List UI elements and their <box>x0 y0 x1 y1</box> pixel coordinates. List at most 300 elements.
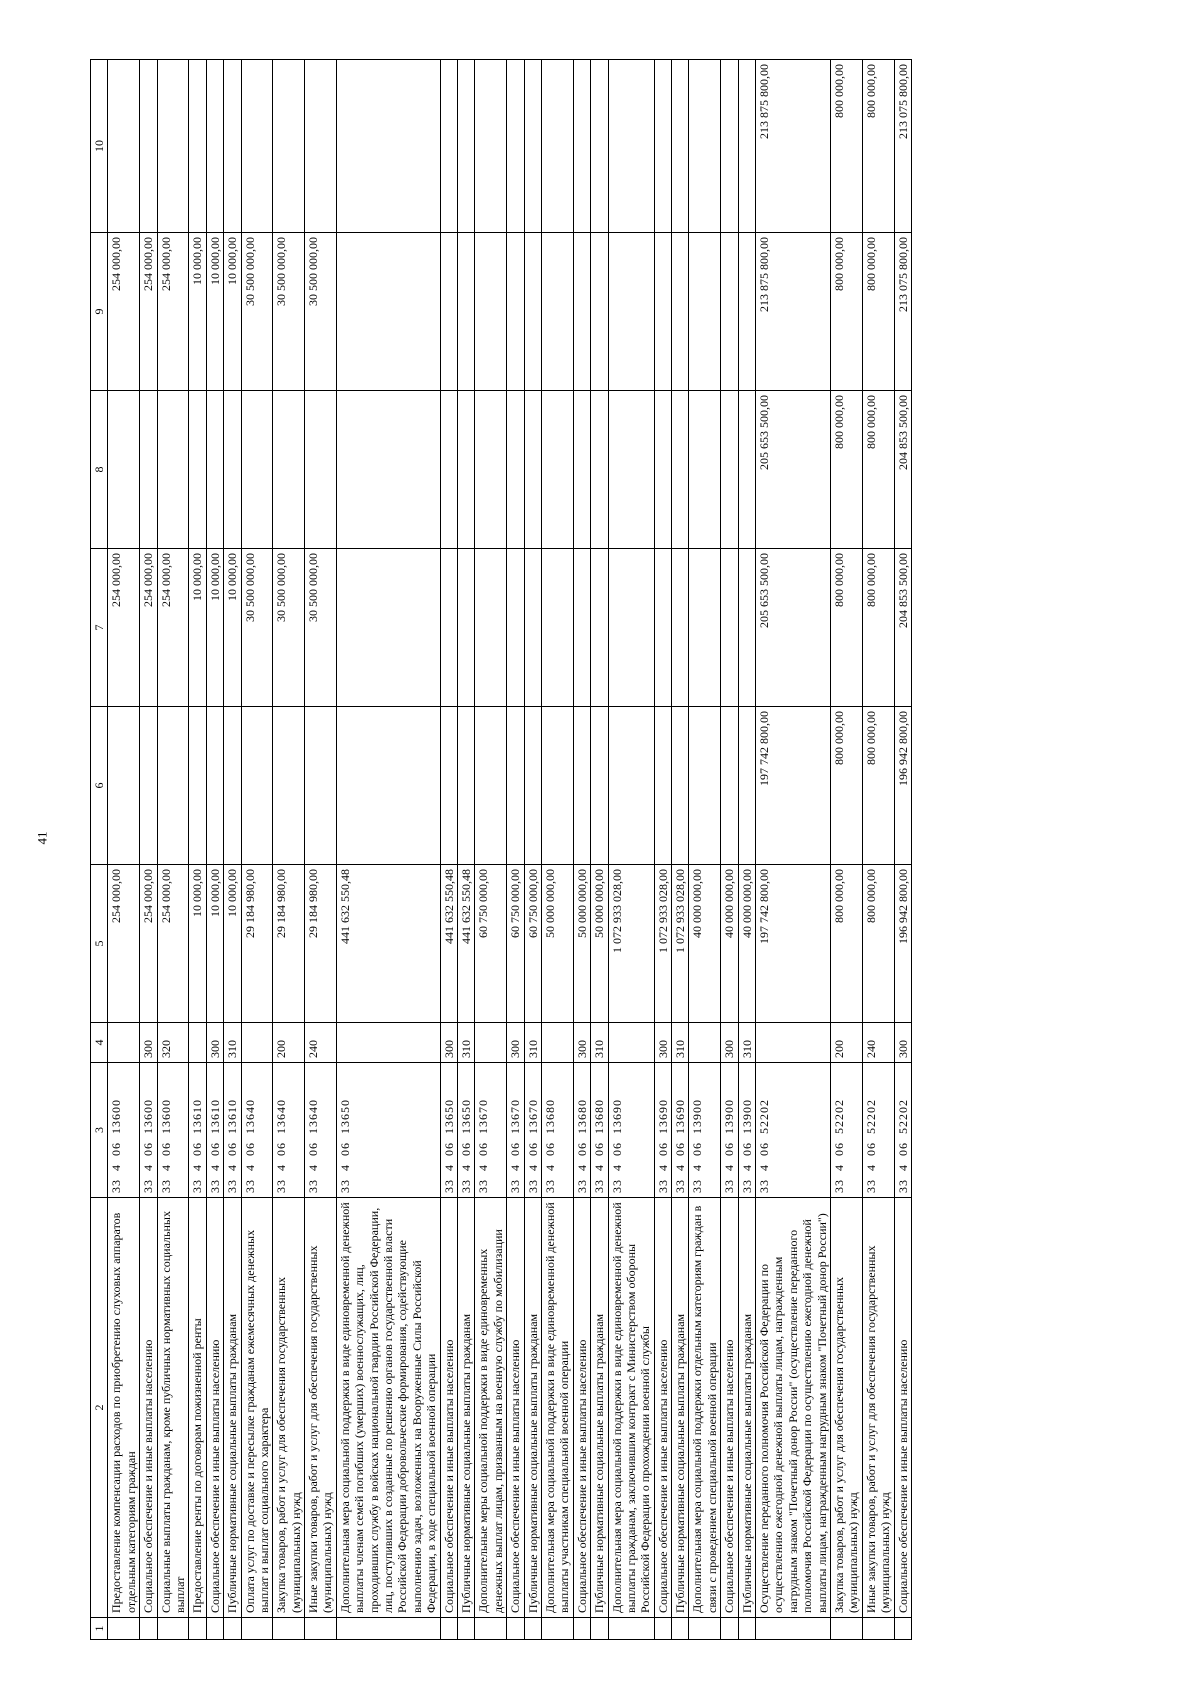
cell-target-code <box>241 1063 273 1198</box>
code-part: 4 <box>525 1164 540 1171</box>
code-part: 06 <box>207 1142 222 1156</box>
code-part: 4 <box>306 1164 321 1171</box>
cell-amount-c9: 10 000,00 <box>189 233 206 391</box>
code-part: 52202 <box>863 1099 878 1134</box>
cell-amount-c9 <box>541 233 573 391</box>
cell-amount-c8 <box>591 391 608 549</box>
cell-amount-c9: 254 000,00 <box>157 233 189 391</box>
cell-amount-c6 <box>241 707 273 865</box>
table-row <box>541 60 573 1640</box>
code-part: 13690 <box>673 1099 688 1134</box>
table-row <box>140 60 157 1640</box>
cell-col1 <box>689 1618 721 1640</box>
cell-amount-c5: 50 000 000,00 <box>541 865 573 1023</box>
cell-col1 <box>241 1618 273 1640</box>
cell-expense-type <box>608 1023 654 1063</box>
cell-amount-c9 <box>672 233 689 391</box>
cell-expense-type: 300 <box>654 1023 671 1063</box>
cell-amount-c6 <box>108 707 140 865</box>
cell-amount-c6 <box>689 707 721 865</box>
budget-sheet <box>90 60 912 1640</box>
cell-amount-c7 <box>440 549 457 707</box>
cell-amount-c7 <box>721 549 738 707</box>
col-header-1: 1 <box>91 1618 108 1640</box>
cell-amount-c6: 197 742 800,00 <box>756 707 831 865</box>
table-row <box>608 60 654 1640</box>
cell-amount-c10 <box>241 60 273 233</box>
cell-target-code <box>591 1063 608 1198</box>
cell-amount-c8: 800 000,00 <box>862 391 894 549</box>
code-part: 06 <box>306 1142 321 1156</box>
col-header-3: 3 <box>91 1063 108 1198</box>
cell-amount-c7: 800 000,00 <box>830 549 862 707</box>
code-part: 06 <box>458 1142 473 1156</box>
cell-amount-c6 <box>273 707 305 865</box>
code-part: 4 <box>508 1164 523 1171</box>
cell-description: Дополнительная мера социальной поддержки в виде единовременной денежной выплаты членам семей погибших (умерших) военнослужащих, лиц, проходивших службу в войсках национальной гвардии Российской Федерации, лиц, поступивших в созданные по решению органов государственной власти Российской Федерации добровольческие формирования, содействующие выполнению задач, возложенных на Вооруженные Силы Российской Федерации, в ходе специальной военной операции <box>336 1198 440 1618</box>
cell-amount-c5: 441 632 550,48 <box>440 865 457 1023</box>
cell-amount-c8 <box>108 391 140 549</box>
code-part: 33 <box>690 1179 705 1193</box>
cell-amount-c5: 196 942 800,00 <box>894 865 911 1023</box>
code-part: 06 <box>673 1142 688 1156</box>
code-part: 33 <box>831 1179 846 1193</box>
cell-amount-c6 <box>654 707 671 865</box>
code-part: 13600 <box>109 1099 124 1134</box>
cell-amount-c8 <box>157 391 189 549</box>
code-part: 06 <box>508 1142 523 1156</box>
cell-amount-c7: 30 500 000,00 <box>273 549 305 707</box>
cell-amount-c10 <box>475 60 507 233</box>
cell-amount-c8: 204 853 500,00 <box>894 391 911 549</box>
cell-description: Публичные нормативные социальные выплаты гражданам <box>457 1198 474 1618</box>
cell-target-code <box>305 1063 337 1198</box>
cell-amount-c8 <box>189 391 206 549</box>
cell-description: Публичные нормативные социальные выплаты гражданам <box>591 1198 608 1618</box>
cell-amount-c7: 30 500 000,00 <box>305 549 337 707</box>
cell-amount-c8: 800 000,00 <box>830 391 862 549</box>
code-part: 13900 <box>722 1099 737 1134</box>
cell-amount-c9 <box>721 233 738 391</box>
code-part: 4 <box>831 1164 846 1171</box>
cell-col1 <box>224 1618 241 1640</box>
cell-description: Предоставление компенсации расходов по приобретению слуховых аппаратов отдельным категориям граждан <box>108 1198 140 1618</box>
code-part: 06 <box>592 1142 607 1156</box>
code-part: 33 <box>274 1179 289 1193</box>
code-part: 13690 <box>609 1099 624 1134</box>
cell-amount-c7: 254 000,00 <box>108 549 140 707</box>
cell-amount-c8 <box>140 391 157 549</box>
cell-amount-c10: 800 000,00 <box>862 60 894 233</box>
cell-amount-c10 <box>305 60 337 233</box>
code-part: 4 <box>690 1164 705 1171</box>
code-part: 4 <box>242 1164 257 1171</box>
cell-col1 <box>457 1618 474 1640</box>
cell-description: Иные закупки товаров, работ и услуг для обеспечения государственных (муниципальных) нужд <box>862 1198 894 1618</box>
cell-amount-c5: 40 000 000,00 <box>689 865 721 1023</box>
cell-target-code <box>224 1063 241 1198</box>
cell-col1 <box>862 1618 894 1640</box>
cell-amount-c5: 60 750 000,00 <box>475 865 507 1023</box>
code-part: 4 <box>109 1164 124 1171</box>
code-part: 13670 <box>476 1099 491 1134</box>
code-part: 06 <box>274 1142 289 1156</box>
cell-amount-c9 <box>608 233 654 391</box>
code-part: 06 <box>739 1142 754 1156</box>
cell-amount-c9 <box>591 233 608 391</box>
code-part: 33 <box>673 1179 688 1193</box>
cell-amount-c9: 30 500 000,00 <box>273 233 305 391</box>
cell-target-code <box>475 1063 507 1198</box>
code-part: 13900 <box>739 1099 754 1134</box>
cell-target-code <box>541 1063 573 1198</box>
cell-expense-type: 310 <box>224 1023 241 1063</box>
code-part: 06 <box>757 1142 772 1156</box>
cell-expense-type: 240 <box>862 1023 894 1063</box>
cell-target-code <box>608 1063 654 1198</box>
cell-amount-c10 <box>273 60 305 233</box>
table-row <box>591 60 608 1640</box>
cell-amount-c9 <box>440 233 457 391</box>
code-part: 13690 <box>655 1099 670 1134</box>
code-part: 33 <box>141 1179 156 1193</box>
cell-amount-c8 <box>608 391 654 549</box>
cell-target-code <box>157 1063 189 1198</box>
code-part: 33 <box>109 1179 124 1193</box>
code-part: 4 <box>158 1164 173 1171</box>
table-row <box>336 60 440 1640</box>
cell-amount-c8 <box>721 391 738 549</box>
code-part: 13600 <box>158 1099 173 1134</box>
cell-description: Оплата услуг по доставке и пересылке гражданам ежемесячных денежных выплат и выплат социального характера <box>241 1198 273 1618</box>
cell-amount-c5: 60 750 000,00 <box>524 865 541 1023</box>
cell-expense-type: 240 <box>305 1023 337 1063</box>
table-row <box>206 60 223 1640</box>
cell-expense-type: 310 <box>524 1023 541 1063</box>
code-part: 33 <box>739 1179 754 1193</box>
cell-amount-c6 <box>305 707 337 865</box>
cell-amount-c5: 800 000,00 <box>862 865 894 1023</box>
cell-amount-c10 <box>524 60 541 233</box>
cell-amount-c8 <box>206 391 223 549</box>
cell-col1 <box>108 1618 140 1640</box>
cell-target-code <box>862 1063 894 1198</box>
cell-amount-c6 <box>140 707 157 865</box>
table-row <box>738 60 755 1640</box>
table-row <box>189 60 206 1640</box>
table-row <box>507 60 524 1640</box>
table-row <box>457 60 474 1640</box>
cell-col1 <box>672 1618 689 1640</box>
cell-col1 <box>140 1618 157 1640</box>
cell-amount-c7 <box>689 549 721 707</box>
code-part: 13610 <box>190 1099 205 1134</box>
table-row <box>440 60 457 1640</box>
code-part: 33 <box>863 1179 878 1193</box>
cell-expense-type: 200 <box>273 1023 305 1063</box>
cell-amount-c9 <box>524 233 541 391</box>
cell-expense-type: 310 <box>672 1023 689 1063</box>
cell-amount-c8 <box>475 391 507 549</box>
code-part: 4 <box>574 1164 589 1171</box>
cell-expense-type: 300 <box>140 1023 157 1063</box>
cell-amount-c10 <box>689 60 721 233</box>
code-part: 4 <box>274 1164 289 1171</box>
table-row <box>157 60 189 1640</box>
cell-expense-type: 320 <box>157 1023 189 1063</box>
cell-amount-c10 <box>457 60 474 233</box>
table-row <box>524 60 541 1640</box>
cell-amount-c9 <box>738 233 755 391</box>
cell-amount-c7 <box>541 549 573 707</box>
cell-col1 <box>591 1618 608 1640</box>
cell-target-code <box>189 1063 206 1198</box>
code-part: 33 <box>242 1179 257 1193</box>
code-part: 13650 <box>441 1099 456 1134</box>
cell-amount-c5: 1 072 933 028,00 <box>654 865 671 1023</box>
cell-amount-c8 <box>524 391 541 549</box>
code-part: 06 <box>476 1142 491 1156</box>
cell-amount-c10 <box>672 60 689 233</box>
col-header-9: 9 <box>91 233 108 391</box>
cell-amount-c9: 213 075 800,00 <box>894 233 911 391</box>
header-row <box>91 60 108 1640</box>
cell-amount-c5: 29 184 980,00 <box>241 865 273 1023</box>
cell-amount-c6 <box>573 707 590 865</box>
cell-expense-type <box>475 1023 507 1063</box>
cell-target-code <box>206 1063 223 1198</box>
cell-expense-type <box>541 1023 573 1063</box>
cell-description: Осуществление переданного полномочия Российской Федерации по осуществлению ежегодной денежной выплаты лицам, награжденным нагрудным знаком "Почетный донор России" (осуществление переданного полномочия Российской Федерации по осуществлению ежегодной денежной выплаты лицам, награжденным нагрудным знаком "Почетный донор России") <box>756 1198 831 1618</box>
cell-amount-c5: 441 632 550,48 <box>457 865 474 1023</box>
cell-target-code <box>721 1063 738 1198</box>
code-part: 06 <box>525 1142 540 1156</box>
code-part: 4 <box>458 1164 473 1171</box>
cell-amount-c10 <box>738 60 755 233</box>
code-part: 33 <box>574 1179 589 1193</box>
cell-amount-c6: 800 000,00 <box>862 707 894 865</box>
table-row <box>475 60 507 1640</box>
cell-amount-c10 <box>721 60 738 233</box>
cell-col1 <box>721 1618 738 1640</box>
code-part: 4 <box>141 1164 156 1171</box>
cell-amount-c7 <box>573 549 590 707</box>
code-part: 4 <box>476 1164 491 1171</box>
cell-amount-c8 <box>654 391 671 549</box>
cell-expense-type <box>241 1023 273 1063</box>
cell-target-code <box>738 1063 755 1198</box>
cell-amount-c7: 254 000,00 <box>157 549 189 707</box>
cell-amount-c8 <box>541 391 573 549</box>
cell-col1 <box>894 1618 911 1640</box>
cell-amount-c5: 254 000,00 <box>108 865 140 1023</box>
cell-amount-c7 <box>524 549 541 707</box>
cell-expense-type: 300 <box>721 1023 738 1063</box>
cell-amount-c8 <box>573 391 590 549</box>
cell-amount-c8 <box>336 391 440 549</box>
cell-col1 <box>830 1618 862 1640</box>
code-part: 4 <box>441 1164 456 1171</box>
cell-amount-c7: 800 000,00 <box>862 549 894 707</box>
cell-amount-c10 <box>157 60 189 233</box>
cell-amount-c5: 60 750 000,00 <box>507 865 524 1023</box>
code-part: 13640 <box>274 1099 289 1134</box>
cell-amount-c8 <box>689 391 721 549</box>
cell-description: Публичные нормативные социальные выплаты гражданам <box>672 1198 689 1618</box>
code-part: 33 <box>158 1179 173 1193</box>
code-part: 13670 <box>508 1099 523 1134</box>
table-row <box>241 60 273 1640</box>
code-part: 4 <box>337 1164 352 1171</box>
code-part: 33 <box>592 1179 607 1193</box>
cell-amount-c8 <box>224 391 241 549</box>
cell-amount-c7 <box>654 549 671 707</box>
code-part: 06 <box>722 1142 737 1156</box>
code-part: 06 <box>895 1142 910 1156</box>
col-header-6: 6 <box>91 707 108 865</box>
table-row <box>689 60 721 1640</box>
cell-expense-type: 300 <box>507 1023 524 1063</box>
cell-amount-c7: 254 000,00 <box>140 549 157 707</box>
cell-amount-c7: 30 500 000,00 <box>241 549 273 707</box>
cell-description: Социальное обеспечение и иные выплаты населению <box>507 1198 524 1618</box>
code-part: 33 <box>722 1179 737 1193</box>
code-part: 33 <box>190 1179 205 1193</box>
cell-amount-c7: 10 000,00 <box>189 549 206 707</box>
cell-amount-c7 <box>608 549 654 707</box>
table-row <box>672 60 689 1640</box>
table-row <box>224 60 241 1640</box>
cell-amount-c6 <box>738 707 755 865</box>
cell-target-code <box>440 1063 457 1198</box>
code-part: 33 <box>441 1179 456 1193</box>
cell-target-code <box>654 1063 671 1198</box>
cell-amount-c5: 197 742 800,00 <box>756 865 831 1023</box>
cell-expense-type: 310 <box>591 1023 608 1063</box>
cell-target-code <box>507 1063 524 1198</box>
cell-amount-c6 <box>336 707 440 865</box>
cell-expense-type <box>108 1023 140 1063</box>
code-part: 06 <box>574 1142 589 1156</box>
cell-col1 <box>336 1618 440 1640</box>
cell-amount-c7: 204 853 500,00 <box>894 549 911 707</box>
cell-expense-type: 310 <box>457 1023 474 1063</box>
cell-col1 <box>524 1618 541 1640</box>
cell-col1 <box>756 1618 831 1640</box>
cell-expense-type <box>189 1023 206 1063</box>
cell-amount-c10 <box>541 60 573 233</box>
cell-col1 <box>573 1618 590 1640</box>
code-part: 06 <box>158 1142 173 1156</box>
cell-amount-c10 <box>140 60 157 233</box>
cell-description: Публичные нормативные социальные выплаты гражданам <box>738 1198 755 1618</box>
code-part: 52202 <box>831 1099 846 1134</box>
code-part: 06 <box>141 1142 156 1156</box>
cell-amount-c5: 40 000 000,00 <box>721 865 738 1023</box>
code-part: 33 <box>337 1179 352 1193</box>
cell-target-code <box>336 1063 440 1198</box>
cell-amount-c10: 800 000,00 <box>830 60 862 233</box>
code-part: 06 <box>690 1142 705 1156</box>
cell-amount-c6 <box>157 707 189 865</box>
code-part: 06 <box>242 1142 257 1156</box>
cell-target-code <box>689 1063 721 1198</box>
cell-amount-c10 <box>591 60 608 233</box>
table-body <box>108 60 912 1640</box>
code-part: 33 <box>207 1179 222 1193</box>
cell-amount-c10 <box>224 60 241 233</box>
code-part: 13640 <box>306 1099 321 1134</box>
cell-amount-c6 <box>206 707 223 865</box>
cell-col1 <box>654 1618 671 1640</box>
code-part: 52202 <box>757 1099 772 1134</box>
code-part: 33 <box>895 1179 910 1193</box>
code-part: 06 <box>655 1142 670 1156</box>
cell-amount-c9: 10 000,00 <box>206 233 223 391</box>
cell-amount-c6 <box>457 707 474 865</box>
cell-amount-c10: 213 075 800,00 <box>894 60 911 233</box>
cell-amount-c7 <box>336 549 440 707</box>
code-part: 33 <box>525 1179 540 1193</box>
cell-target-code <box>140 1063 157 1198</box>
cell-amount-c6 <box>475 707 507 865</box>
cell-col1 <box>305 1618 337 1640</box>
cell-description: Социальное обеспечение и иные выплаты населению <box>721 1198 738 1618</box>
cell-description: Дополнительные меры социальной поддержки в виде единовременных денежных выплат лицам, призванным на военную службу по мобилизации <box>475 1198 507 1618</box>
cell-amount-c10 <box>654 60 671 233</box>
cell-amount-c9: 213 875 800,00 <box>756 233 831 391</box>
cell-amount-c5: 254 000,00 <box>157 865 189 1023</box>
cell-description: Публичные нормативные социальные выплаты гражданам <box>524 1198 541 1618</box>
cell-amount-c5: 50 000 000,00 <box>591 865 608 1023</box>
cell-amount-c7: 10 000,00 <box>206 549 223 707</box>
table-row <box>862 60 894 1640</box>
code-part: 13680 <box>592 1099 607 1134</box>
cell-amount-c6: 800 000,00 <box>830 707 862 865</box>
cell-target-code <box>672 1063 689 1198</box>
cell-amount-c8 <box>672 391 689 549</box>
cell-amount-c5: 441 632 550,48 <box>336 865 440 1023</box>
code-part: 4 <box>739 1164 754 1171</box>
cell-amount-c9 <box>336 233 440 391</box>
cell-amount-c7: 205 653 500,00 <box>756 549 831 707</box>
col-header-8: 8 <box>91 391 108 549</box>
code-part: 33 <box>609 1179 624 1193</box>
cell-amount-c9: 30 500 000,00 <box>241 233 273 391</box>
table-row <box>573 60 590 1640</box>
cell-amount-c10 <box>608 60 654 233</box>
col-header-7: 7 <box>91 549 108 707</box>
code-part: 4 <box>757 1164 772 1171</box>
code-part: 06 <box>441 1142 456 1156</box>
cell-col1 <box>157 1618 189 1640</box>
code-part: 06 <box>863 1142 878 1156</box>
code-part: 4 <box>542 1164 557 1171</box>
cell-target-code <box>894 1063 911 1198</box>
cell-amount-c8 <box>305 391 337 549</box>
code-part: 06 <box>542 1142 557 1156</box>
cell-description: Социальные выплаты гражданам, кроме публичных нормативных социальных выплат <box>157 1198 189 1618</box>
cell-amount-c6 <box>189 707 206 865</box>
code-part: 33 <box>306 1179 321 1193</box>
cell-amount-c9 <box>475 233 507 391</box>
cell-amount-c7 <box>591 549 608 707</box>
cell-target-code <box>573 1063 590 1198</box>
code-part: 4 <box>895 1164 910 1171</box>
cell-amount-c8 <box>738 391 755 549</box>
cell-amount-c9 <box>457 233 474 391</box>
cell-expense-type: 300 <box>894 1023 911 1063</box>
